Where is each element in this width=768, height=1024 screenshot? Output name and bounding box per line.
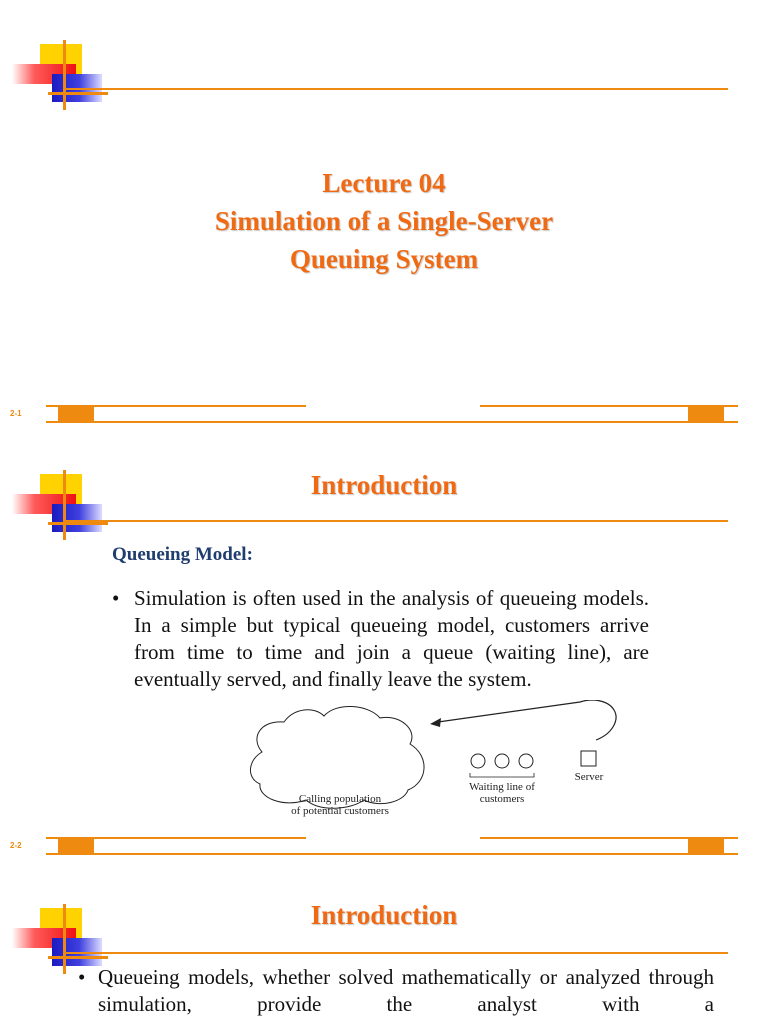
slide-logo: [0, 40, 110, 110]
lecture-title: [0, 164, 768, 278]
header-rule: [66, 520, 728, 522]
title-line-2: Simulation of a Single-Server: [214, 206, 554, 236]
server-box-icon: [581, 751, 596, 766]
bullet-text: Simulation is often used in the analysis of queueing models. In a simple but typical queueing model, customers arrive from time to time and join a queue (waiting line), are eventually served, and finally leave the system.: [134, 586, 649, 691]
slide-footer: [0, 838, 768, 862]
bullet-item: • Simulation is often used in the analysis of queueing models. In a simple but typical queueing model, customers arrive from time to time and join a queue (waiting line), are eventually served, and finally leave the system.: [112, 586, 649, 691]
customer-circle-icon: [471, 754, 485, 768]
page-number: 2-1: [10, 409, 22, 418]
page-number: 2-2: [10, 841, 22, 850]
slide-2: [0, 432, 768, 862]
arrow-head-icon: [430, 718, 441, 727]
slide-1: [0, 0, 768, 432]
waiting-line-brace: [470, 773, 534, 777]
return-arrow-icon: [438, 700, 616, 740]
bullet-text: Queueing models, whether solved mathematically or analyzed through simulation, provide the analyst with a: [98, 965, 714, 1016]
slide-title: Introduction: [310, 900, 458, 930]
calling-population-label: of potential customers: [291, 805, 389, 817]
slide-3: [0, 862, 768, 1024]
server-label: Server: [574, 771, 604, 783]
waiting-line-label: customers: [479, 793, 525, 805]
bullet-item: • Queueing models, whether solved mathematically or analyzed through simulation, provide the analyst with a: [78, 965, 714, 1016]
slide-title: Introduction: [310, 470, 458, 500]
queueing-diagram: [240, 700, 640, 830]
customer-circle-icon: [519, 754, 533, 768]
header-rule: [66, 88, 728, 90]
header-rule: [66, 952, 728, 954]
slide-footer: [0, 406, 768, 430]
title-line-1: Lecture 04: [322, 168, 446, 198]
title-line-3: Queuing System: [289, 244, 479, 274]
customer-circle-icon: [495, 754, 509, 768]
waiting-line-label: Waiting line of: [469, 781, 535, 793]
calling-population-label: Calling population: [298, 793, 382, 805]
subheading: Queueing Model:: [112, 544, 253, 565]
